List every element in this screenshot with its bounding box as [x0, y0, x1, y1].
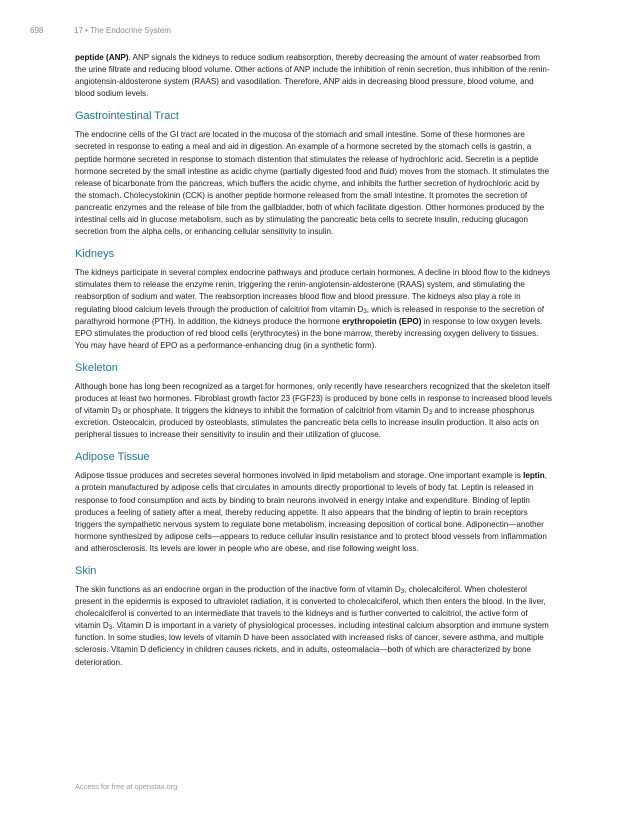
gi-paragraph: The endocrine cells of the GI tract are located in the mucosa of the stomach and small intestine. Some of these hormones are secreted in response to eating a meal and aid in digestion. An example of a hormone secreted by the stomach cells is gastrin, a peptide hormone secreted in response to stomach distention that stimulates the release of hydrochloric acid. Secretin is a peptide hormone secreted by the small intestine as acidic chyme (partially digested food and fluid) moves from the stomach. It stimulates the release of bicarbonate from the pancreas, which buffers the acidic chyme, and inhibits the further secretion of hydrochloric acid by the stomach. Cholecystokinin (CCK) is another peptide hormone released from the small intestine. It promotes the secretion of pancreatic enzymes and the release of bile from the gallbladder, both of which facilitate digestion. Other hormones produced by the intestinal cells aid in glucose metabolism, such as by stimulating the pancreatic beta cells to secrete insulin, reducing glucagon secretion from the alpha cells, or enhancing cellular sensitivity to insulin.	[75, 130, 550, 237]
heading-adipose-tissue: Adipose Tissue	[75, 451, 150, 464]
skin-paragraph: The skin functions as an endocrine organ in the production of the inactive form of vitamin $D_3$, cholecalciferol. When cholesterol present in the epidermis is exposed to ultraviolet radiation, it is converted to cholecalciferol, which then enters the blood. In the liver, cholecalciferol is converted to an intermediate that travels to the kidneys and is further converted to calcitriol, the active form of vitamin $D_3$. Vitamin D is important in a variety of physiological processes, including intestinal calcium absorption and immune system function. In some studies, low levels of vitamin D have been associated with increased risks of cancer, severe asthma, and multiple sclerosis. Vitamin D deficiency in children causes rickets, and in adults, osteomalacia—both of which are characterized by bone deterioration.	[75, 585, 549, 667]
adipose-paragraph: Adipose tissue produces and secretes several hormones involved in lipid metabolism and storage. One important example is leptin, a protein manufactured by adipose cells that circulates in amounts directly proportional to levels of body fat. Leptin is released in response to food consumption and acts by binding to brain neurons involved in energy intake and expenditure. Binding of leptin produces a feeling of satiety after a meal, thereby reducing appetite. It also appears that the binding of leptin to brain receptors triggers the sympathetic nervous system to regulate bone metabolism, increasing deposition of cortical bone. Adiponectin—another hormone synthesized by adipose cells—appears to reduce cellular insulin resistance and to protect blood vessels from inflammation and atherosclerosis. Its levels are lower in people who are obese, and rise following weight loss.	[75, 471, 547, 553]
heading-skin: Skin	[75, 565, 97, 577]
term-leptin: leptin	[523, 471, 545, 481]
intro-paragraph: peptide (ANP). ANP signals the kidneys to reduce sodium reabsorption, thereby decreasing the amount of water reabsorbed from the urine filtrate and reducing blood volume. Other actions of ANP include the inhibition of renin secretion, thus inhibition of the renin-angiotensin-aldosterone system (RAAS) and vasodilation. Therefore, ANP aids in decreasing blood pressure, blood volume, and blood sodium levels.	[75, 53, 550, 99]
kidneys-paragraph: The kidneys participate in several complex endocrine pathways and produce certain hormones. A decline in blood flow to the kidneys stimulates them to release the enzyme renin, triggering the renin-angiotensin-aldosterone (RAAS) system, and stimulating the reabsorption of sodium and water. The reabsorption increases blood flow and blood pressure. The kidneys also play a role in regulating blood calcium levels through the production of calcitriol from vitamin $D_3$, which is released in response to the secretion of parathyroid hormone (PTH). In addition, the kidneys produce the hormone erythropoietin (EPO) in response to low oxygen levels. EPO stimulates the production of red blood cells (erythrocytes) in the bone marrow, thereby increasing oxygen delivery to tissues. You may have heard of EPO as a performance-enhancing drug (in a synthetic form).	[75, 268, 551, 350]
heading-gastrointestinal-tract: Gastrointestinal Tract	[75, 110, 179, 123]
running-title: 17 • The Endocrine System	[74, 26, 171, 35]
skeleton-paragraph: Although bone has long been recognized as a target for hormones, only recently have researchers recognized that the skeleton itself produces at least two hormones. Fibroblast growth factor 23 (FGF23) is produced by bone cells in response to increased blood levels of vitamin $D_3$ or phosphate. It triggers the kidneys to inhibit the formation of calcitriol from vitamin $D_3$ and to increase phosphorus excretion. Osteocalcin, produced by osteoblasts, stimulates the pancreatic beta cells to increase insulin production. It also acts on peripheral tissues to increase their sensitivity to insulin and their utilization of glucose.	[75, 381, 552, 440]
page-number: 698	[30, 26, 44, 35]
heading-kidneys: Kidneys	[75, 248, 115, 261]
footer-access-link[interactable]: Access for free at openstax.org	[75, 782, 178, 791]
heading-skeleton: Skeleton	[75, 361, 118, 374]
running-header	[30, 26, 171, 35]
page-content	[75, 52, 553, 678]
term-anp: peptide (ANP)	[75, 53, 129, 62]
term-epo: erythropoietin (EPO)	[342, 316, 422, 326]
